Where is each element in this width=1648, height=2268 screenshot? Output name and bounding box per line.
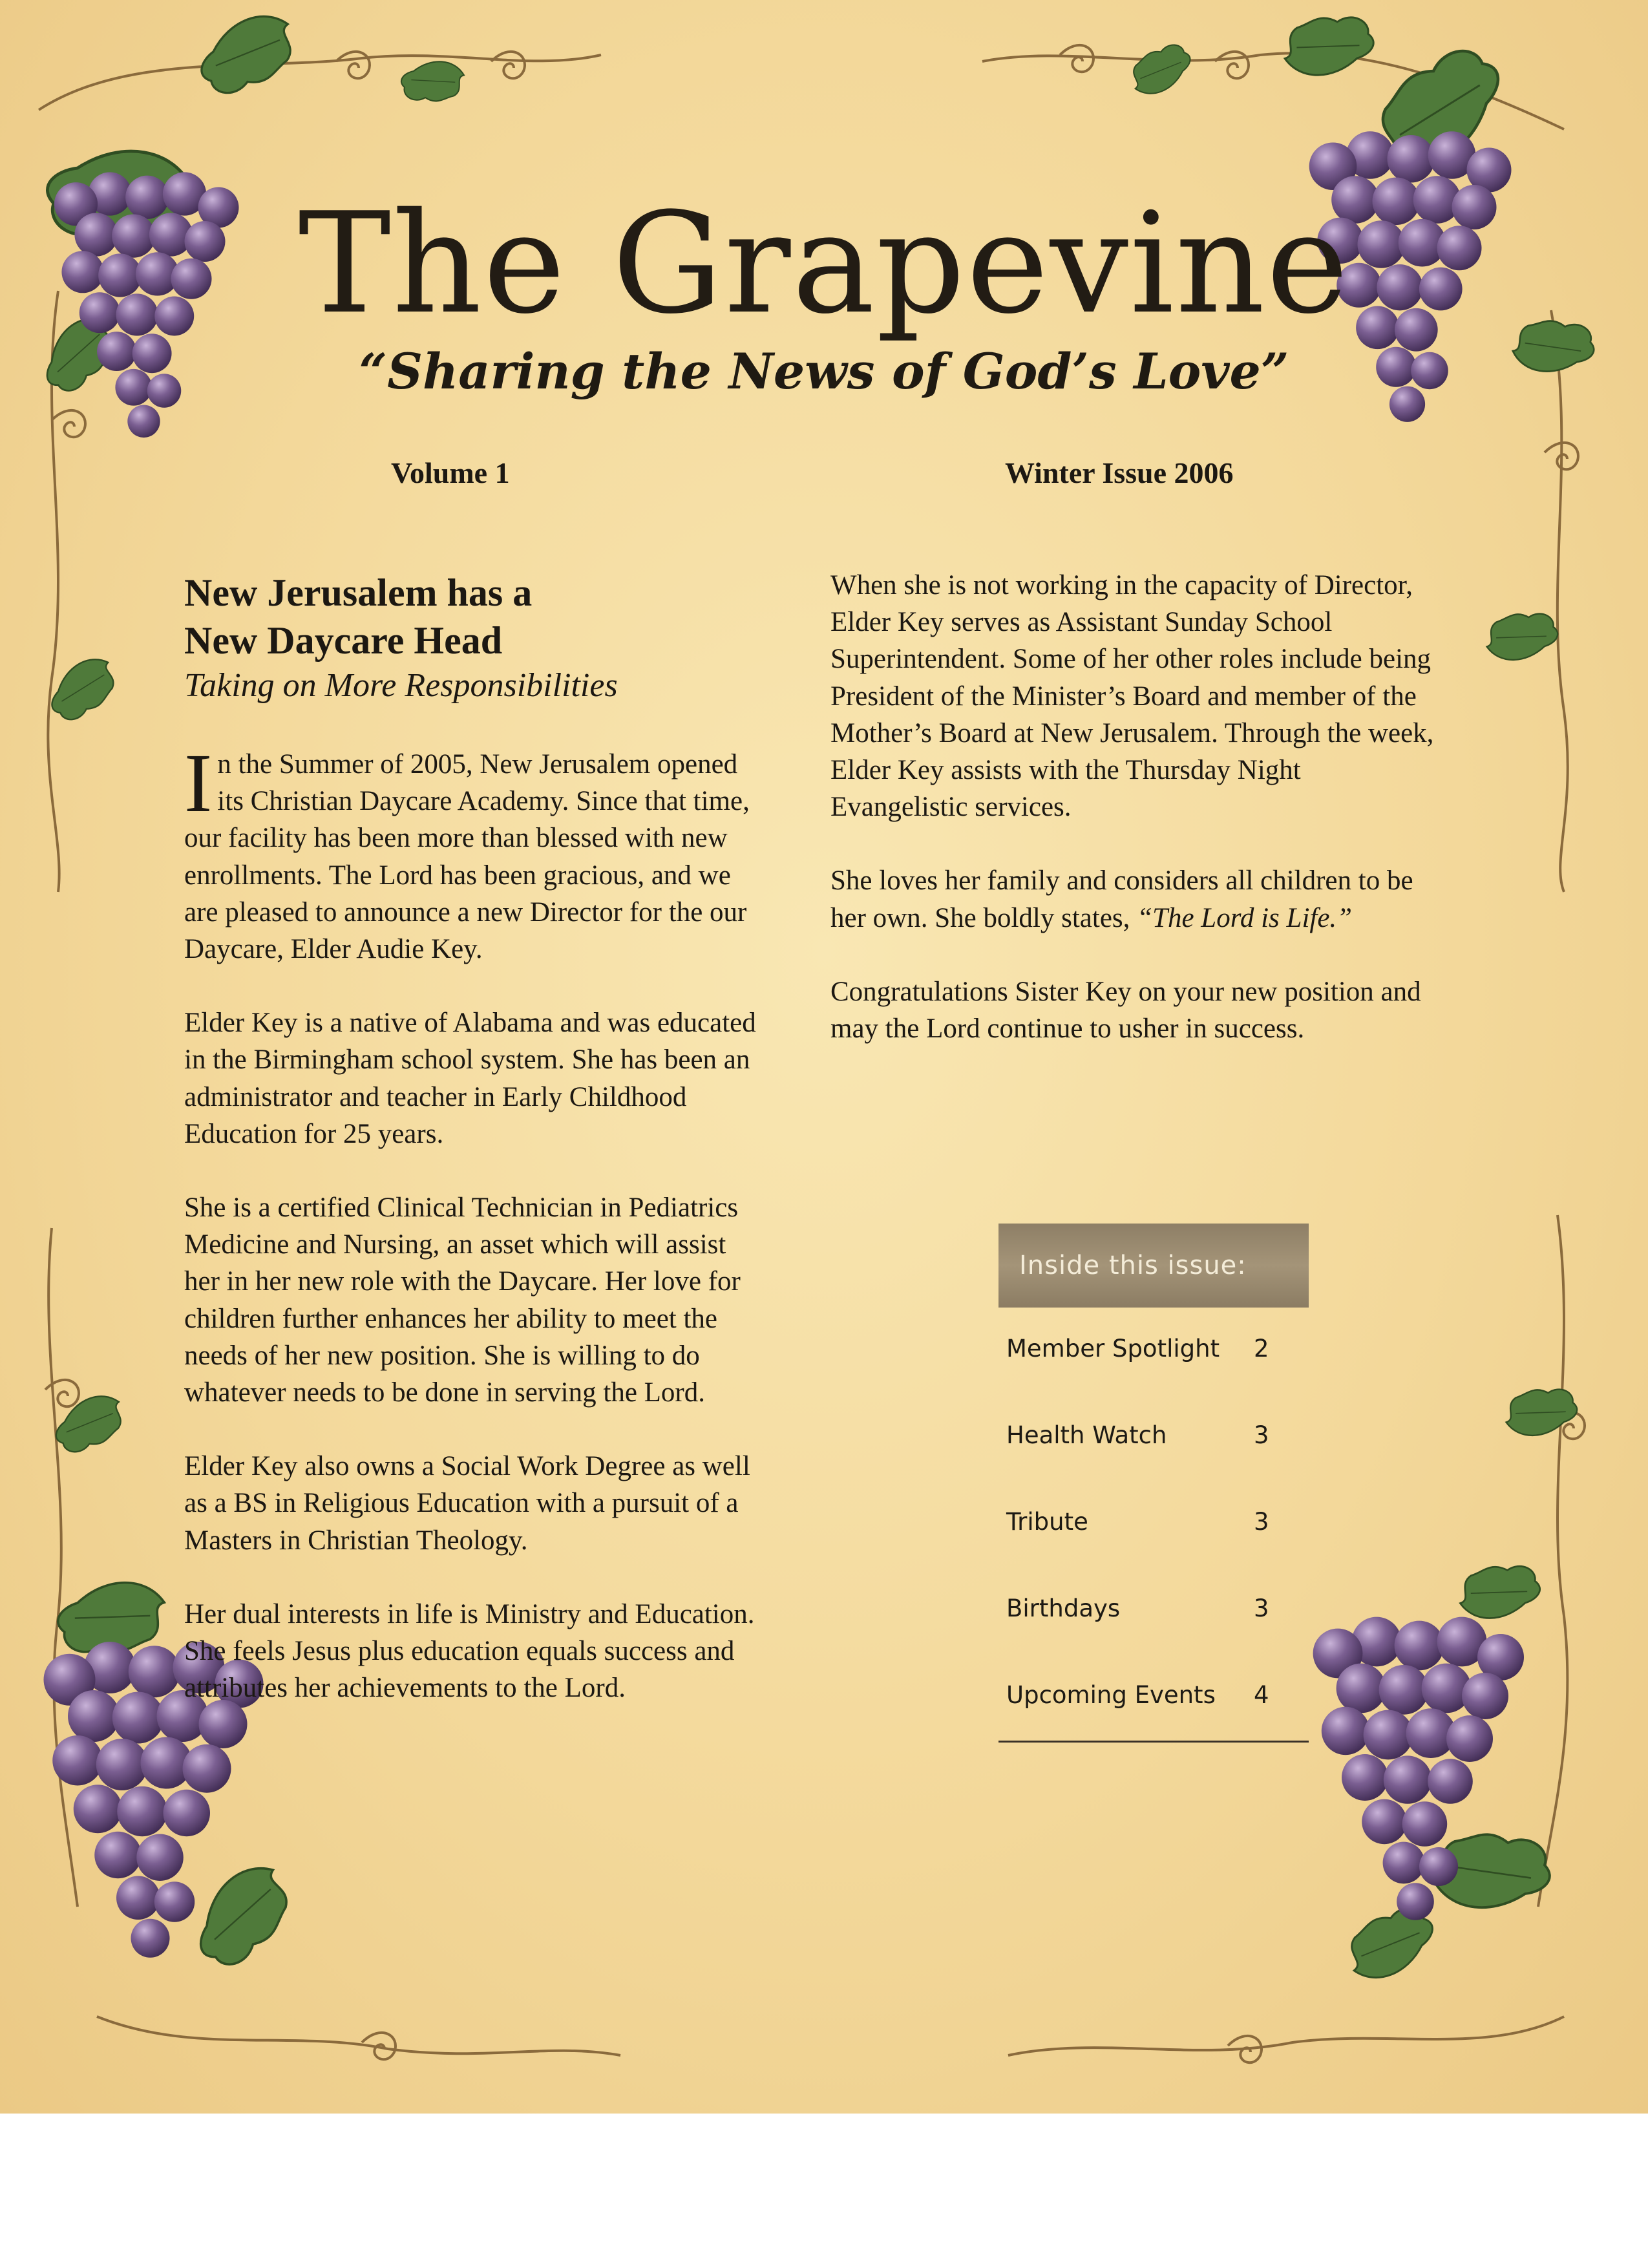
toc-page-number: 4 [1254, 1681, 1269, 1709]
toc-label: Birthdays [1006, 1595, 1121, 1622]
article-subheadline: Taking on More Responsibilities [184, 667, 618, 704]
toc-page-number: 2 [1254, 1335, 1269, 1362]
article-paragraph [184, 737, 766, 968]
paragraph-text: n the Summer of 2005, New Jerusalem opened its Christian Daycare Academy. Since that time, our facility has been more than blessed with new enrollments. The Lord has been gracious, and we are pleased to announce a new Director for the our Daycare, Elder Audie Key. [184, 749, 750, 965]
article-paragraph: Elder Key also owns a Social Work Degree as well as a BS in Religious Education with a pursuit of a Masters in Christian Theology. [184, 1451, 750, 1556]
article-right-column [830, 567, 1444, 1084]
toc-label: Health Watch [1006, 1421, 1167, 1449]
newsletter-title: The Grapevine [298, 182, 1350, 344]
toc-header: Inside this issue: [998, 1224, 1309, 1308]
table-of-contents [998, 1224, 1309, 1743]
drop-cap: I [184, 737, 213, 830]
toc-label: Upcoming Events [1006, 1681, 1216, 1709]
article-left-column [184, 569, 766, 1743]
article-paragraph: When she is not working in the capacity of Director, Elder Key serves as Assistant Sunday School Superintendent. Some of her other roles include being President of the Minister’s Board and member of the Mother’s Board at New Jerusalem. Through the week, Elder Key assists with the Thursday Night Evangelistic services. [830, 570, 1434, 823]
toc-divider [998, 1741, 1309, 1743]
quote-text: “The Lord is Life.” [1137, 902, 1353, 933]
toc-label: Member Spotlight [1006, 1335, 1220, 1362]
toc-page-number: 3 [1254, 1421, 1269, 1449]
article-paragraph [830, 862, 1444, 936]
article-headline [184, 569, 766, 664]
issue-date-label: Winter Issue 2006 [1005, 456, 1234, 489]
toc-label: Tribute [1006, 1508, 1088, 1536]
newsletter-tagline: “Sharing the News of God’s Love” [359, 343, 1289, 400]
toc-page-number: 3 [1254, 1595, 1269, 1622]
headline-line-2: New Daycare Head [184, 619, 503, 662]
toc-page-number: 3 [1254, 1508, 1269, 1536]
toc-row[interactable] [998, 1567, 1309, 1654]
volume-label: Volume 1 [391, 456, 510, 489]
article-paragraph: Elder Key is a native of Alabama and was educated in the Birmingham school system. She has been an administrator and teacher in Early Childhood Education for 25 years. [184, 1008, 756, 1149]
article-paragraph: She is a certified Clinical Technician in Pediatrics Medicine and Nursing, an asset which will assist her in her new role with the Daycare. Her love for children further enhances her ability to meet the needs of her new position. She is willing to do whatever needs to be done in serving the Lord. [184, 1192, 741, 1408]
toc-row[interactable] [998, 1481, 1309, 1567]
headline-line-1: New Jerusalem has a [184, 571, 533, 614]
article-paragraph: Her dual interests in life is Ministry and Education. She feels Jesus plus education equals success and attributes her achievements to the Lord. [184, 1598, 755, 1704]
paragraph-text: She loves her family and considers all children to be her own. She boldly states, [830, 865, 1413, 933]
toc-row[interactable] [998, 1654, 1309, 1741]
toc-row[interactable] [998, 1394, 1309, 1481]
toc-row[interactable] [998, 1308, 1309, 1394]
article-paragraph: Congratulations Sister Key on your new position and may the Lord continue to usher in success. [830, 976, 1421, 1044]
